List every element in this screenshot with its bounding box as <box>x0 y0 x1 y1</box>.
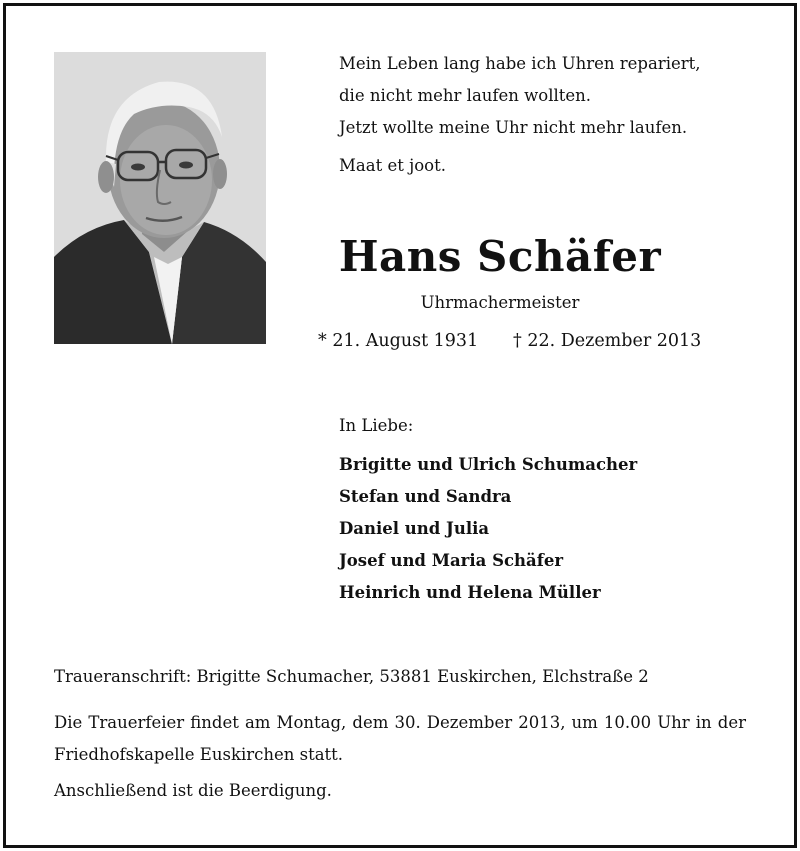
mourner-item: Josef und Maria Schäfer <box>339 551 564 570</box>
poem-line-2: die nicht mehr laufen wollten. <box>339 86 592 105</box>
motto: Maat et joot. <box>339 156 446 175</box>
poem <box>339 48 759 144</box>
mourners-label: In Liebe: <box>339 416 414 435</box>
portrait-illustration <box>54 52 266 344</box>
portrait-photo <box>54 52 266 344</box>
poem-line-3: Jetzt wollte meine Uhr nicht mehr laufen. <box>339 118 688 137</box>
burial-info: Anschließend ist die Beerdigung. <box>54 781 332 800</box>
birth-date: * 21. August 1931 <box>318 331 479 351</box>
mourners-list <box>339 449 637 609</box>
mourner-item: Daniel und Julia <box>339 519 490 538</box>
mourning-address: Traueranschrift: Brigitte Schumacher, 53881 Euskirchen, Elchstraße 2 <box>54 667 649 686</box>
funeral-ceremony-info: Die Trauerfeier findet am Montag, dem 30. Dezember 2013, um 10.00 Uhr in der Friedhofskapelle Euskirchen statt. <box>54 713 746 764</box>
poem-line-1: Mein Leben lang habe ich Uhren repariert, <box>339 54 701 73</box>
mourner-item: Brigitte und Ulrich Schumacher <box>339 455 638 474</box>
deceased-profession: Uhrmachermeister <box>420 293 580 312</box>
mourner-item: Heinrich und Helena Müller <box>339 583 601 602</box>
death-date: † 22. Dezember 2013 <box>513 331 702 351</box>
deceased-name: Hans Schäfer <box>338 232 662 281</box>
mourner-item: Stefan und Sandra <box>339 487 512 506</box>
